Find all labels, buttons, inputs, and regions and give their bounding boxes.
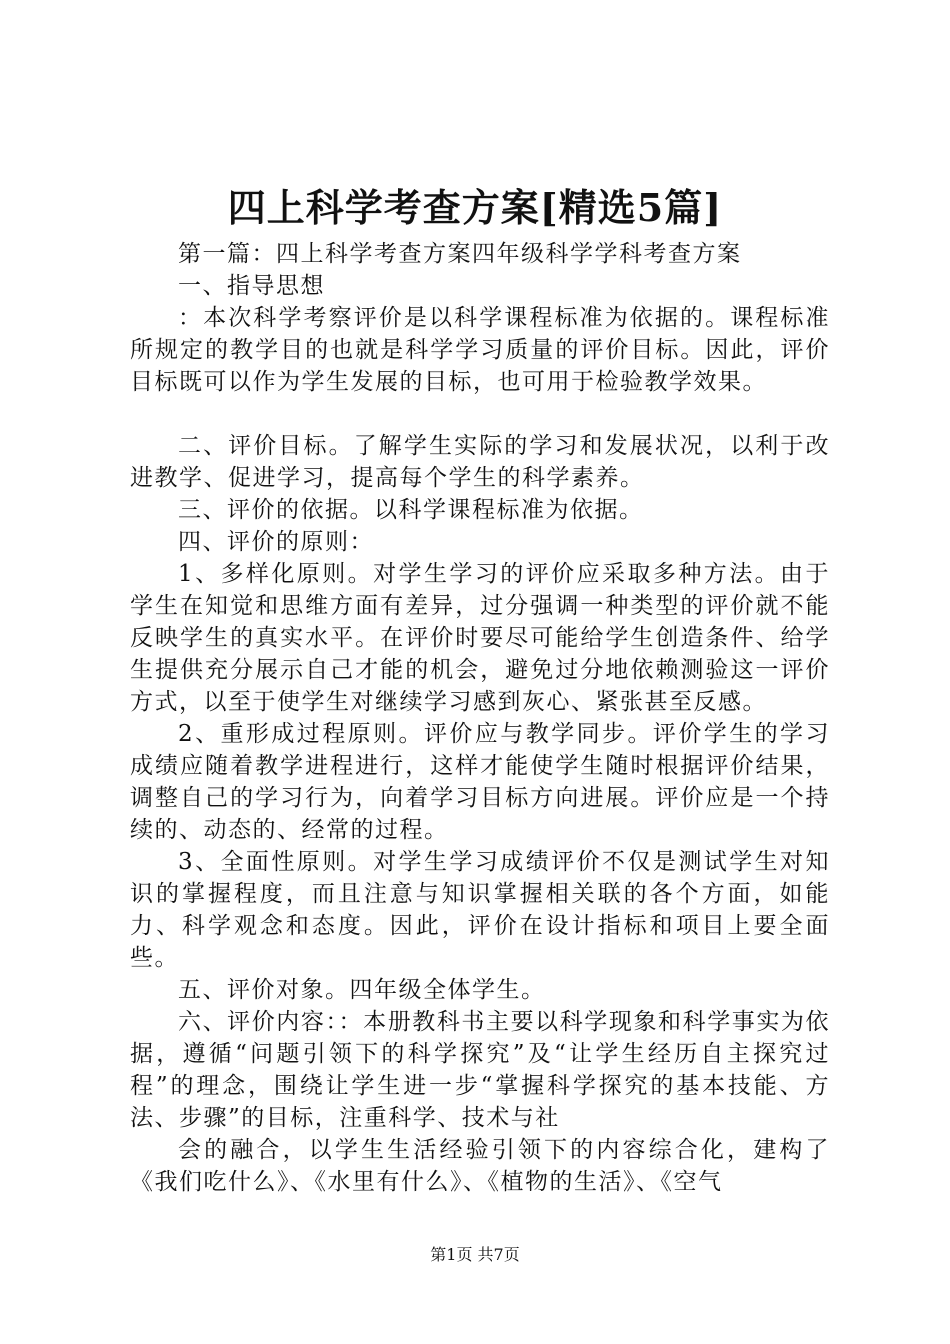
- paragraph-content-continued: 会的融合，以学生生活经验引领下的内容综合化，建构了《我们吃什么》、《水里有什么》、《植物的生活》、《空气: [130, 1137, 830, 1195]
- paragraph-evaluation-basis: 三、评价的依据。以科学课程标准为依据。: [178, 497, 644, 523]
- paragraph-guiding-idea: ：本次科学考察评价是以科学课程标准为依据的。课程标准所规定的教学目的也就是科学学习质量的评价目标。因此，评价目标既可以作为学生发展的目标，也可用于检验教学效果。: [130, 305, 830, 395]
- paragraph-principle-diversity: 1、多样化原则。对学生学习的评价应采取多种方法。由于学生在知觉和思维方面有差异，过分强调一种类型的评价就不能反映学生的真实水平。在评价时要尽可能给学生创造条件、给学生提供充分展示自己才能的机会，避免过分地依赖测验这一评价方式，以至于使学生对继续学习感到灰心、紧张甚至反感。: [130, 561, 830, 715]
- page-number-footer: 第1页 共7页: [430, 1245, 520, 1264]
- paragraph-section-1-heading: 一、指导思想: [178, 273, 325, 299]
- paragraph-part-one-heading: 第一篇：四上科学考查方案四年级科学学科考查方案: [178, 241, 742, 267]
- paragraph-principle-comprehensive: 3、全面性原则。对学生学习成绩评价不仅是测试学生对知识的掌握程度，而且注意与知识掌握相关联的各个方面，如能力、科学观念和态度。因此，评价在设计指标和项目上要全面些。: [130, 849, 830, 971]
- paragraph-principles-heading: 四、评价的原则：: [178, 529, 374, 555]
- document-body: [130, 238, 830, 1198]
- paragraph-evaluation-goal: 二、评价目标。了解学生实际的学习和发展状况，以利于改进教学、促进学习，提高每个学生的科学素养。: [130, 433, 830, 491]
- paragraph-evaluation-content: 六、评价内容：：本册教科书主要以科学现象和科学事实为依据，遵循“问题引领下的科学探究”及“让学生经历自主探究过程”的理念，围绕让学生进一步“掌握科学探究的基本技能、方法、步骤”的目标，注重科学、技术与社: [130, 1009, 830, 1131]
- paragraph-principle-process: 2、重形成过程原则。评价应与教学同步。评价学生的学习成绩应随着教学进程进行，这样才能使学生随时根据评价结果，调整自己的学习行为，向着学习目标方向进展。评价应是一个持续的、动态的、经常的过程。: [130, 721, 830, 843]
- paragraph-evaluation-target: 五、评价对象。四年级全体学生。: [178, 977, 546, 1003]
- document-title: 四上科学考查方案[精选5篇]: [227, 185, 723, 230]
